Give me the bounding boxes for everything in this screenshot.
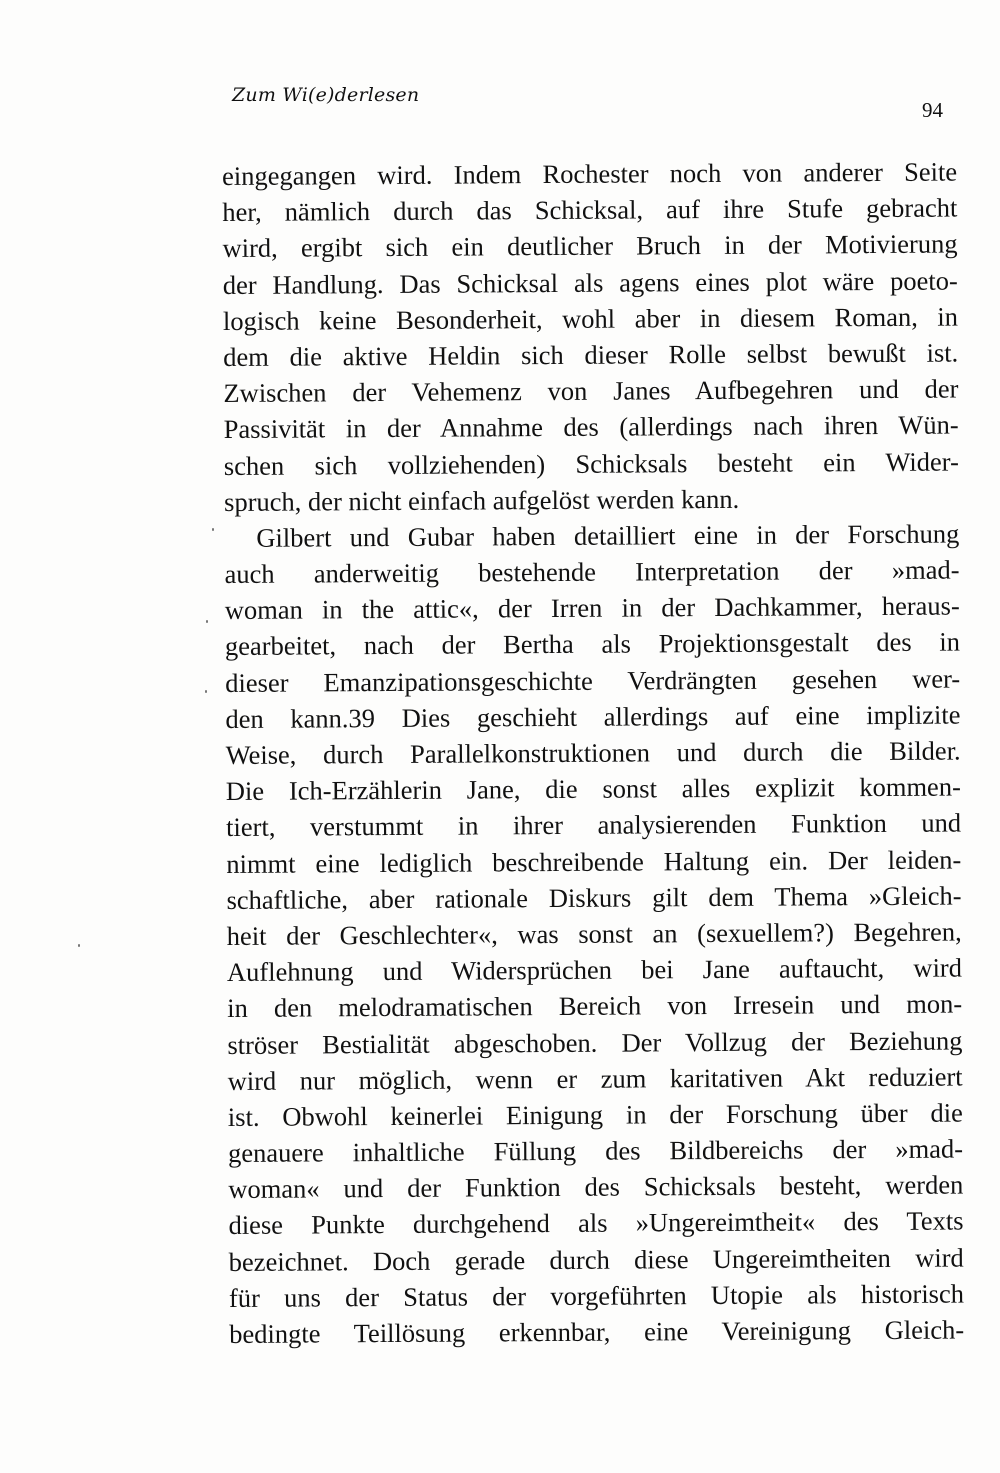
text-line: dem die aktive Heldin sich dieser Rolle selbst bewußt ist. bbox=[223, 337, 959, 372]
body-text bbox=[222, 154, 964, 1353]
text-line: Weise, durch Parallelkonstruktionen und durch die Bilder. bbox=[225, 735, 961, 770]
text-line: bedingte Teillösung erkennbar, eine Vereinigung Gleich- bbox=[229, 1314, 965, 1349]
text-line: her, nämlich durch das Schicksal, auf ihre Stufe gebracht bbox=[222, 192, 958, 228]
scan-speck bbox=[206, 620, 208, 623]
text-line: für uns der Status der vorgeführten Utopie als historisch bbox=[228, 1278, 965, 1313]
text-line: dieser Emanzipationsgeschichte Verdrängten gesehen wer- bbox=[225, 663, 961, 698]
text-line: ströser Bestialität abgeschoben. Der Vollzug der Beziehung bbox=[227, 1024, 963, 1060]
text-line: tiert, verstummt in ihrer analysierenden Funktion und bbox=[225, 807, 962, 843]
text-line: eingegangen wird. Indem Rochester noch von anderer Seite bbox=[222, 156, 958, 191]
text-line: woman« und der Funktion des Schicksals besteht, werden bbox=[228, 1169, 964, 1205]
text-line: gearbeitet, nach der Bertha als Projektionsgestalt des in bbox=[224, 626, 961, 662]
text-line: heit der Geschlechter«, was sonst an (sexuellem?) Begehren, bbox=[226, 916, 962, 951]
page-number: 94 bbox=[922, 98, 943, 122]
text-line: den kann.39 Dies geschieht allerdings auf eine implizite bbox=[225, 699, 961, 734]
text-line: schaftliche, aber rationale Diskurs gilt dem Thema »Gleich- bbox=[226, 880, 962, 915]
text-line: Gilbert und Gubar haben detailliert eine in der Forschung bbox=[256, 518, 960, 553]
text-line: genauere inhaltliche Füllung des Bildbereichs der »mad- bbox=[227, 1133, 964, 1169]
text-line: Auflehnung und Widersprüchen bei Jane auftaucht, wird bbox=[226, 952, 963, 988]
scan-speck bbox=[78, 944, 80, 947]
text-line: Passivität in der Annahme des (allerdings nach ihren Wün- bbox=[223, 409, 959, 445]
text-line: schen sich vollziehenden) Schicksals besteht ein Wider- bbox=[223, 446, 959, 481]
text-line: Zwischen der Vehemenz von Janes Aufbegehren und der bbox=[223, 373, 959, 409]
running-title: Zum Wi(e)derlesen bbox=[232, 84, 420, 106]
text-line: auch anderweitig bestehende Interpretation der »mad- bbox=[224, 554, 960, 590]
text-line: ist. Obwohl keinerlei Einigung in der Forschung über die bbox=[227, 1097, 963, 1132]
text-line: der Handlung. Das Schicksal als agens eines plot wäre poeto- bbox=[222, 265, 958, 300]
text-line: Die Ich-Erzählerin Jane, die sonst alles explizit kommen- bbox=[225, 771, 961, 807]
text-line: in den melodramatischen Bereich von Irresein und mon- bbox=[227, 988, 963, 1024]
text-line: wird nur möglich, wenn er zum karitativen Akt reduziert bbox=[227, 1061, 963, 1096]
scan-speck bbox=[212, 528, 214, 531]
text-line: woman in the attic«, der Irren in der Dachkammer, heraus- bbox=[224, 590, 960, 626]
text-line: logisch keine Besonderheit, wohl aber in diesem Roman, in bbox=[222, 301, 959, 336]
text-line: spruch, der nicht einfach aufgelöst werden kann. bbox=[224, 483, 740, 517]
scan-speck bbox=[205, 690, 207, 693]
text-line: nimmt eine lediglich beschreibende Haltung ein. Der leiden- bbox=[226, 844, 962, 879]
text-line: diese Punkte durchgehend als »Ungereimtheit« des Texts bbox=[228, 1205, 964, 1241]
text-line: bezeichnet. Doch gerade durch diese Ungereimtheiten wird bbox=[228, 1242, 964, 1277]
text-line: wird, ergibt sich ein deutlicher Bruch in der Motivierung bbox=[222, 228, 958, 264]
